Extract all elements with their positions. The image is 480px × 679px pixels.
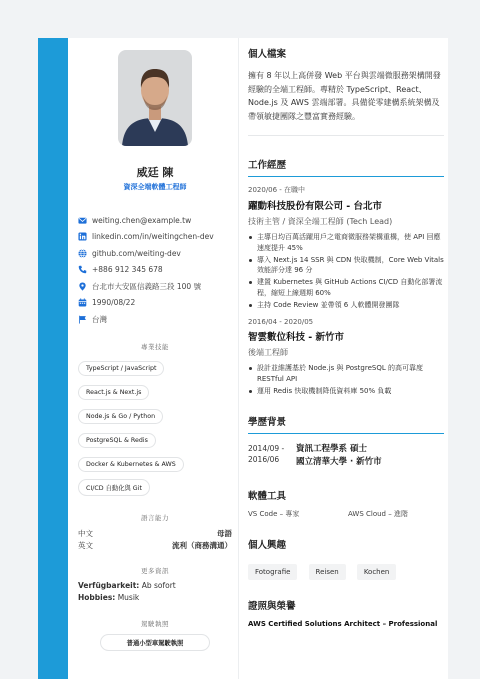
contact-address: 台北市大安區信義路三段 100 號 — [78, 278, 232, 295]
contact-linkedin[interactable]: linkedin.com/in/weitingchen-dev — [78, 229, 232, 246]
skill-pill: CI/CD 自動化與 Git — [78, 479, 150, 496]
interest-tag: Kochen — [357, 564, 397, 580]
job-bullet: 運用 Redis 快取機制降低資料庫 50% 負載 — [248, 386, 444, 397]
software-item: AWS Cloud – 進階 — [348, 510, 408, 518]
contact-phone[interactable]: +886 912 345 678 — [78, 262, 232, 279]
main-content — [248, 38, 444, 679]
resume-page — [38, 38, 448, 679]
section-separator — [248, 135, 444, 136]
more-info — [78, 580, 232, 605]
software-list — [248, 509, 444, 519]
languages-list — [78, 528, 232, 552]
job-entry — [248, 185, 444, 310]
profile-photo — [118, 50, 192, 146]
license-heading: 駕駛執照 — [141, 619, 169, 628]
heading-rule — [248, 176, 444, 177]
interests-heading: 個人興趣 — [248, 540, 287, 551]
email-icon — [78, 216, 87, 225]
contact-nationality: 台灣 — [78, 311, 232, 328]
availability-line: Verfügbarkeit: Ab sofort — [78, 580, 176, 590]
job-role: 技術主管 / 資深全端工程師 (Tech Lead) — [248, 217, 393, 226]
education-detail: 資訊工程學系 碩士 國立清華大學 · 新竹市 — [296, 444, 382, 467]
license-pill: 普通小型車駕駛執照 — [100, 634, 210, 651]
cert-item: AWS Certified Solutions Architect – Professional — [248, 620, 438, 628]
summary-heading: 個人檔案 — [248, 49, 287, 60]
skills-list — [78, 355, 232, 499]
candidate-name: 威廷 陳 — [136, 166, 174, 179]
interest-tag: Fotografie — [248, 564, 297, 580]
skills-heading: 專業技能 — [141, 342, 169, 351]
job-bullet: 導入 Next.js 14 SSR 與 CDN 快取機制，Core Web Vitals 效能評分達 96 分 — [248, 255, 444, 276]
languages-heading: 語言能力 — [141, 513, 169, 522]
education-entry — [248, 443, 444, 468]
job-bullets — [248, 232, 444, 310]
software-item: VS Code – 專家 — [248, 510, 300, 518]
hobbies-line: Hobbies: Musik — [78, 593, 140, 602]
skill-pill: PostgreSQL & Redis — [78, 433, 156, 448]
summary-text: 擁有 8 年以上高併發 Web 平台與雲端微服務架構開發經驗的全端工程師。專精於 TypeScript、React、Node.js 及 AWS 雲端部署。具備從零建構系統架構及帶領敏捷團隊之豐富實務經驗。 — [248, 71, 441, 121]
candidate-title: 資深全端軟體工程師 — [123, 183, 187, 191]
job-bullet: 建置 Kubernetes 與 GitHub Actions CI/CD 自動化部署流程，縮短上線週期 60% — [248, 277, 444, 298]
job-company: 躍動科技股份有限公司 - 台北市 — [248, 201, 383, 212]
contact-birthdate: 1990/08/22 — [78, 295, 232, 312]
education-date: 2014/09 - 2016/06 — [248, 444, 285, 464]
job-entry — [248, 318, 444, 396]
globe-icon — [78, 249, 87, 258]
language-row: 中文 母語 — [78, 528, 232, 538]
skill-pill: Docker & Kubernetes & AWS — [78, 457, 184, 472]
job-company: 智雲數位科技 - 新竹市 — [248, 332, 345, 343]
skill-pill: TypeScript / JavaScript — [78, 361, 164, 376]
job-bullet: 設計並維護基於 Node.js 與 PostgreSQL 的高可靠度 RESTful API — [248, 363, 444, 384]
language-row: 英文 流利（商務溝通） — [78, 540, 232, 550]
phone-icon — [78, 265, 87, 274]
job-bullet: 主持 Code Review 並帶領 6 人軟體開發團隊 — [248, 300, 444, 311]
skill-pill: Node.js & Go / Python — [78, 409, 163, 424]
interests-list — [248, 559, 444, 580]
job-date: 2016/04 - 2020/05 — [248, 318, 314, 326]
calendar-icon — [78, 298, 87, 307]
job-role: 後端工程師 — [248, 348, 288, 357]
contact-website[interactable]: github.com/weiting-dev — [78, 245, 232, 262]
sidebar — [68, 38, 240, 679]
contact-list — [78, 212, 232, 328]
experience-heading: 工作經歷 — [248, 160, 287, 171]
certs-heading: 證照與榮譽 — [248, 601, 296, 612]
education-heading: 學歷背景 — [248, 417, 287, 428]
skill-pill: React.js & Next.js — [78, 385, 149, 400]
job-bullet: 主導日均百萬活躍用戶之電商微服務架構重構，使 API 回應速度提升 45% — [248, 232, 444, 253]
linkedin-icon — [78, 232, 87, 241]
location-icon — [78, 282, 87, 291]
flag-icon — [78, 315, 87, 324]
software-heading: 軟體工具 — [248, 491, 287, 502]
more-info-heading: 更多資訊 — [141, 566, 169, 575]
job-bullets — [248, 363, 444, 396]
job-date: 2020/06 - 在職中 — [248, 186, 306, 194]
interest-tag: Reisen — [309, 564, 346, 580]
contact-email[interactable]: weiting.chen@example.tw — [78, 212, 232, 229]
accent-bar — [38, 38, 68, 679]
heading-rule — [248, 433, 444, 434]
